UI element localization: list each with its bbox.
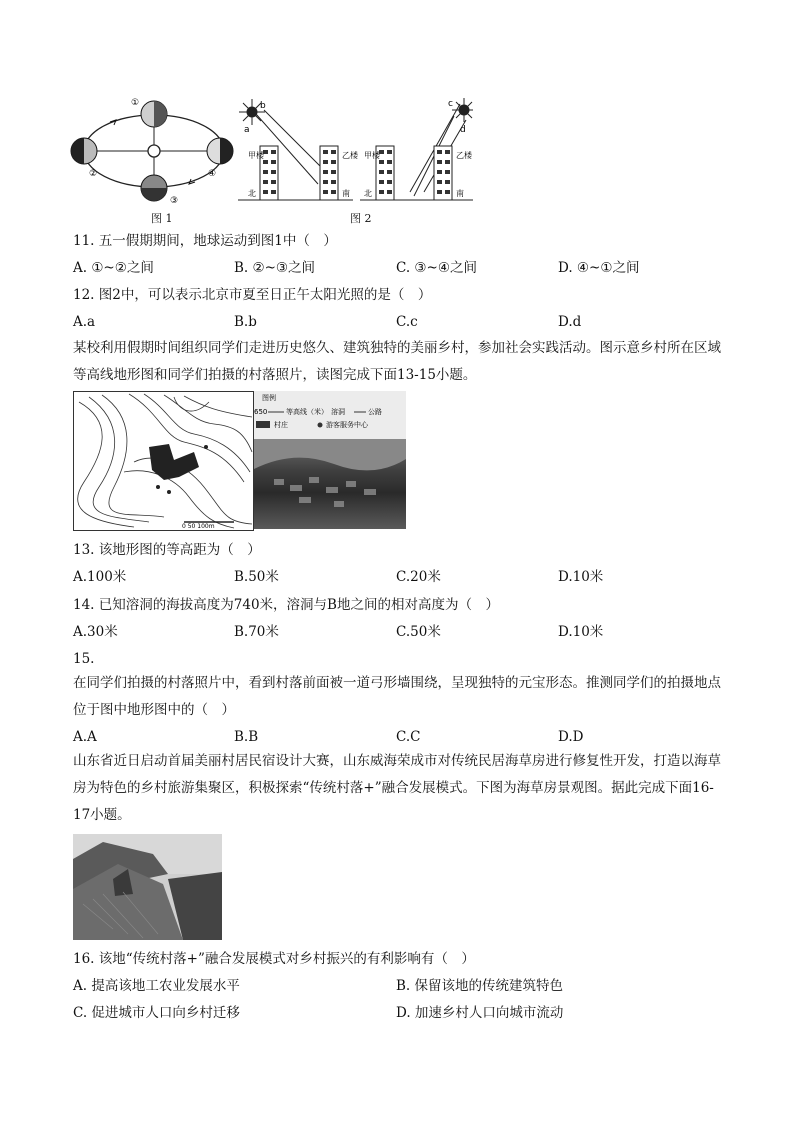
- map-legend-and-photo: [254, 391, 406, 529]
- fig2-label-a: a: [244, 125, 250, 135]
- figure-2-sun-angle: [238, 96, 473, 208]
- q16-option-b[interactable]: B. 保留该地的传统建筑特色: [396, 978, 564, 994]
- q11-option-b[interactable]: B. ②~③之间: [234, 260, 316, 276]
- q15-option-c[interactable]: C.C: [396, 729, 421, 745]
- fig2-nan-left: 南: [342, 189, 350, 198]
- q14-stem: 14. 已知溶洞的海拔高度为740米，溶洞与B地之间的相对高度为（ ）: [73, 597, 499, 613]
- fig2-label-b: b: [260, 101, 266, 111]
- legend-contour: 等高线（米）: [286, 408, 328, 416]
- q13-option-a[interactable]: A.100米: [73, 569, 127, 585]
- q11-option-c[interactable]: C. ③~④之间: [396, 260, 477, 276]
- q13-option-c[interactable]: C.20米: [396, 569, 441, 585]
- q12-stem: 12. 图2中，可以表示北京市夏至日正午太阳光照的是（ ）: [73, 287, 432, 303]
- q15-option-a[interactable]: A.A: [73, 729, 97, 745]
- q15-stem: 在同学们拍摄的村落照片中，看到村落前面被一道弓形墙围绕，呈现独特的元宝形态。推测同学们的拍摄地点位于图中地形图中的（ ）: [73, 675, 721, 718]
- legend-village: 村庄: [274, 421, 288, 429]
- map-scale: 0 50 100m: [182, 523, 215, 530]
- q16-option-a[interactable]: A. 提高该地工农业发展水平: [73, 978, 240, 994]
- seaweed-house-photo: [73, 834, 222, 940]
- fig2-jia-left: 甲楼: [248, 151, 264, 160]
- figure-1-orbit: [70, 96, 235, 208]
- fig2-yi-left: 乙楼: [342, 151, 358, 160]
- q11-option-a[interactable]: A. ①~②之间: [73, 260, 154, 276]
- intro-13-15: 某校利用假期时间组织同学们走进历史悠久、建筑独特的美丽乡村，参加社会实践活动。图示意乡村所在区域等高线地形图和同学们拍摄的村落照片，读图完成下面13-15小题。: [73, 340, 721, 383]
- q12-option-a[interactable]: A.a: [73, 314, 96, 330]
- fig2-label-d: d: [460, 125, 466, 135]
- q12-option-b[interactable]: B.b: [234, 314, 257, 330]
- q16-option-c[interactable]: C. 促进城市人口向乡村迁移: [73, 1005, 240, 1021]
- q13-stem: 13. 该地形图的等高距为（ ）: [73, 542, 261, 558]
- intro-16-17: 山东省近日启动首届美丽村居民宿设计大赛，山东威海荣成市对传统民居海草房进行修复性开发，打造以海草房为特色的乡村旅游集聚区，积极探索“传统村落+”融合发展模式。下图为海草房景观图。据此完成下面16-17小题。: [73, 753, 721, 823]
- legend-road: 公路: [368, 408, 382, 416]
- q15-number: 15.: [73, 651, 95, 667]
- legend-title: 图例: [262, 394, 276, 402]
- q14-option-d[interactable]: D.10米: [558, 624, 604, 640]
- fig2-bei-right: 北: [364, 189, 372, 198]
- fig2-label-c: c: [448, 99, 453, 109]
- figure-2-caption: 图 2: [350, 212, 372, 225]
- orbit-label-4: ④: [208, 169, 217, 179]
- legend-contour-value: 650: [254, 408, 268, 416]
- fig2-nan-right: 南: [456, 189, 464, 198]
- contour-map: [73, 391, 254, 531]
- orbit-label-1: ①: [131, 98, 140, 108]
- q13-option-b[interactable]: B.50米: [234, 569, 279, 585]
- figure-1-caption: 图 1: [151, 212, 173, 225]
- orbit-label-2: ②: [89, 169, 98, 179]
- legend-cave: 溶洞: [331, 408, 345, 416]
- q12-option-d[interactable]: D.d: [558, 314, 582, 330]
- legend-visitor: 游客服务中心: [326, 421, 368, 429]
- fig2-yi-right: 乙楼: [456, 151, 472, 160]
- q11-stem: 11. 五一假期期间，地球运动到图1中（ ）: [73, 233, 337, 249]
- q11-option-d[interactable]: D. ④~①之间: [558, 260, 640, 276]
- q16-stem: 16. 该地“传统村落+”融合发展模式对乡村振兴的有利影响有（ ）: [73, 951, 475, 967]
- village-photo: [254, 439, 406, 529]
- q14-option-c[interactable]: C.50米: [396, 624, 441, 640]
- fig2-jia-right: 甲楼: [364, 151, 380, 160]
- q14-option-b[interactable]: B.70米: [234, 624, 279, 640]
- orbit-label-3: ③: [170, 196, 179, 206]
- q15-option-b[interactable]: B.B: [234, 729, 259, 745]
- q15-option-d[interactable]: D.D: [558, 729, 584, 745]
- q12-option-c[interactable]: C.c: [396, 314, 418, 330]
- q13-option-d[interactable]: D.10米: [558, 569, 604, 585]
- fig2-bei-left: 北: [248, 189, 256, 198]
- q14-option-a[interactable]: A.30米: [73, 624, 118, 640]
- q16-option-d[interactable]: D. 加速乡村人口向城市流动: [396, 1005, 564, 1021]
